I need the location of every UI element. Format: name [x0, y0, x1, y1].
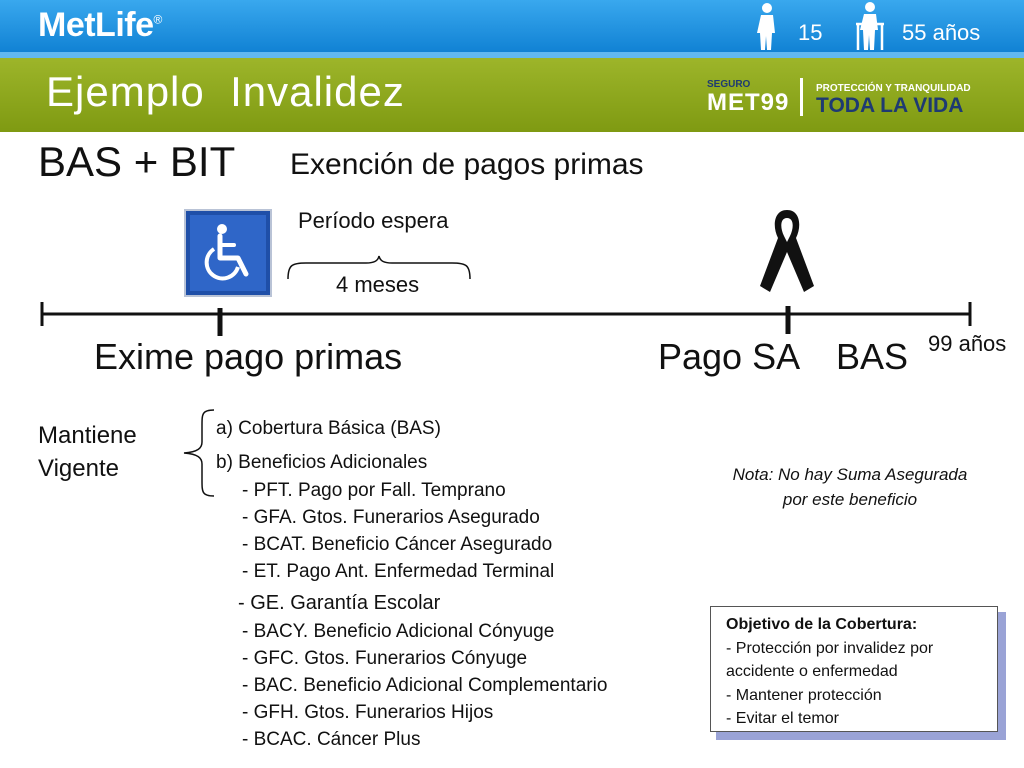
mourning-ribbon-icon	[752, 204, 822, 298]
note-line-2: por este beneficio	[782, 490, 918, 509]
brand-divider	[800, 78, 803, 116]
person-standing-icon	[752, 2, 782, 52]
coverage-item-a: a) Cobertura Básica (BAS)	[216, 418, 441, 439]
objective-line: accidente o enfermedad	[726, 663, 898, 680]
coverage-brace	[180, 408, 220, 498]
waiting-period-value: 4 meses	[336, 272, 420, 297]
benefit-item: - GFH. Gtos. Funerarios Hijos	[242, 702, 494, 723]
note-line-1: Nota: No hay Suma Asegurada	[732, 465, 968, 484]
brand-seguro: SEGURO	[707, 79, 751, 90]
person-with-walker-icon	[852, 0, 888, 52]
objective-line: - Protección por invalidez por	[726, 639, 934, 657]
heading-sub: Exención de pagos primas	[290, 148, 644, 181]
vigente-label: Vigente	[38, 455, 119, 482]
exime-pago-label: Exime pago primas	[94, 336, 403, 377]
benefit-item: - GFC. Gtos. Funerarios Cónyuge	[242, 648, 528, 669]
page-title: Ejemplo Invalidez	[46, 68, 405, 115]
age-start: 15	[798, 20, 823, 45]
objective-title: Objetivo de la Cobertura:	[726, 616, 918, 633]
brand-tagline-small: PROTECCIÓN Y TRANQUILIDAD	[816, 83, 971, 94]
benefit-item: - GE. Garantía Escolar	[238, 592, 441, 614]
objective-line: - Evitar el temor	[726, 710, 839, 727]
coverage-item-b: b) Beneficios Adicionales	[216, 452, 428, 473]
waiting-period-label: Período espera	[298, 208, 449, 233]
mantiene-label: Mantiene	[38, 422, 137, 449]
benefit-item: - BCAT. Beneficio Cáncer Asegurado	[242, 534, 553, 555]
objective-line: - Mantener protección	[726, 686, 882, 704]
benefit-item: - GFA. Gtos. Funerarios Asegurado	[242, 507, 540, 528]
benefit-item: - BCAC. Cáncer Plus	[242, 729, 421, 750]
age-end: 55 años	[902, 20, 981, 45]
pago-sa-label: Pago SA	[658, 336, 801, 377]
timeline	[38, 300, 984, 340]
brand-met99: MET99	[707, 89, 790, 116]
wheelchair-icon	[184, 209, 272, 297]
objective-box	[710, 606, 998, 732]
end-age-label: 99 años	[928, 331, 1007, 356]
benefit-item: - BACY. Beneficio Adicional Cónyuge	[242, 621, 555, 642]
heading-main: BAS + BIT	[38, 138, 236, 185]
benefit-item: - PFT. Pago por Fall. Temprano	[242, 480, 506, 501]
bas-label: BAS	[836, 336, 909, 377]
metlife-logo: MetLife®	[38, 6, 162, 44]
benefit-item: - ET. Pago Ant. Enfermedad Terminal	[242, 561, 555, 582]
brand-tagline-large: TODA LA VIDA	[816, 94, 964, 117]
benefit-item: - BAC. Beneficio Adicional Complementario	[242, 675, 608, 696]
